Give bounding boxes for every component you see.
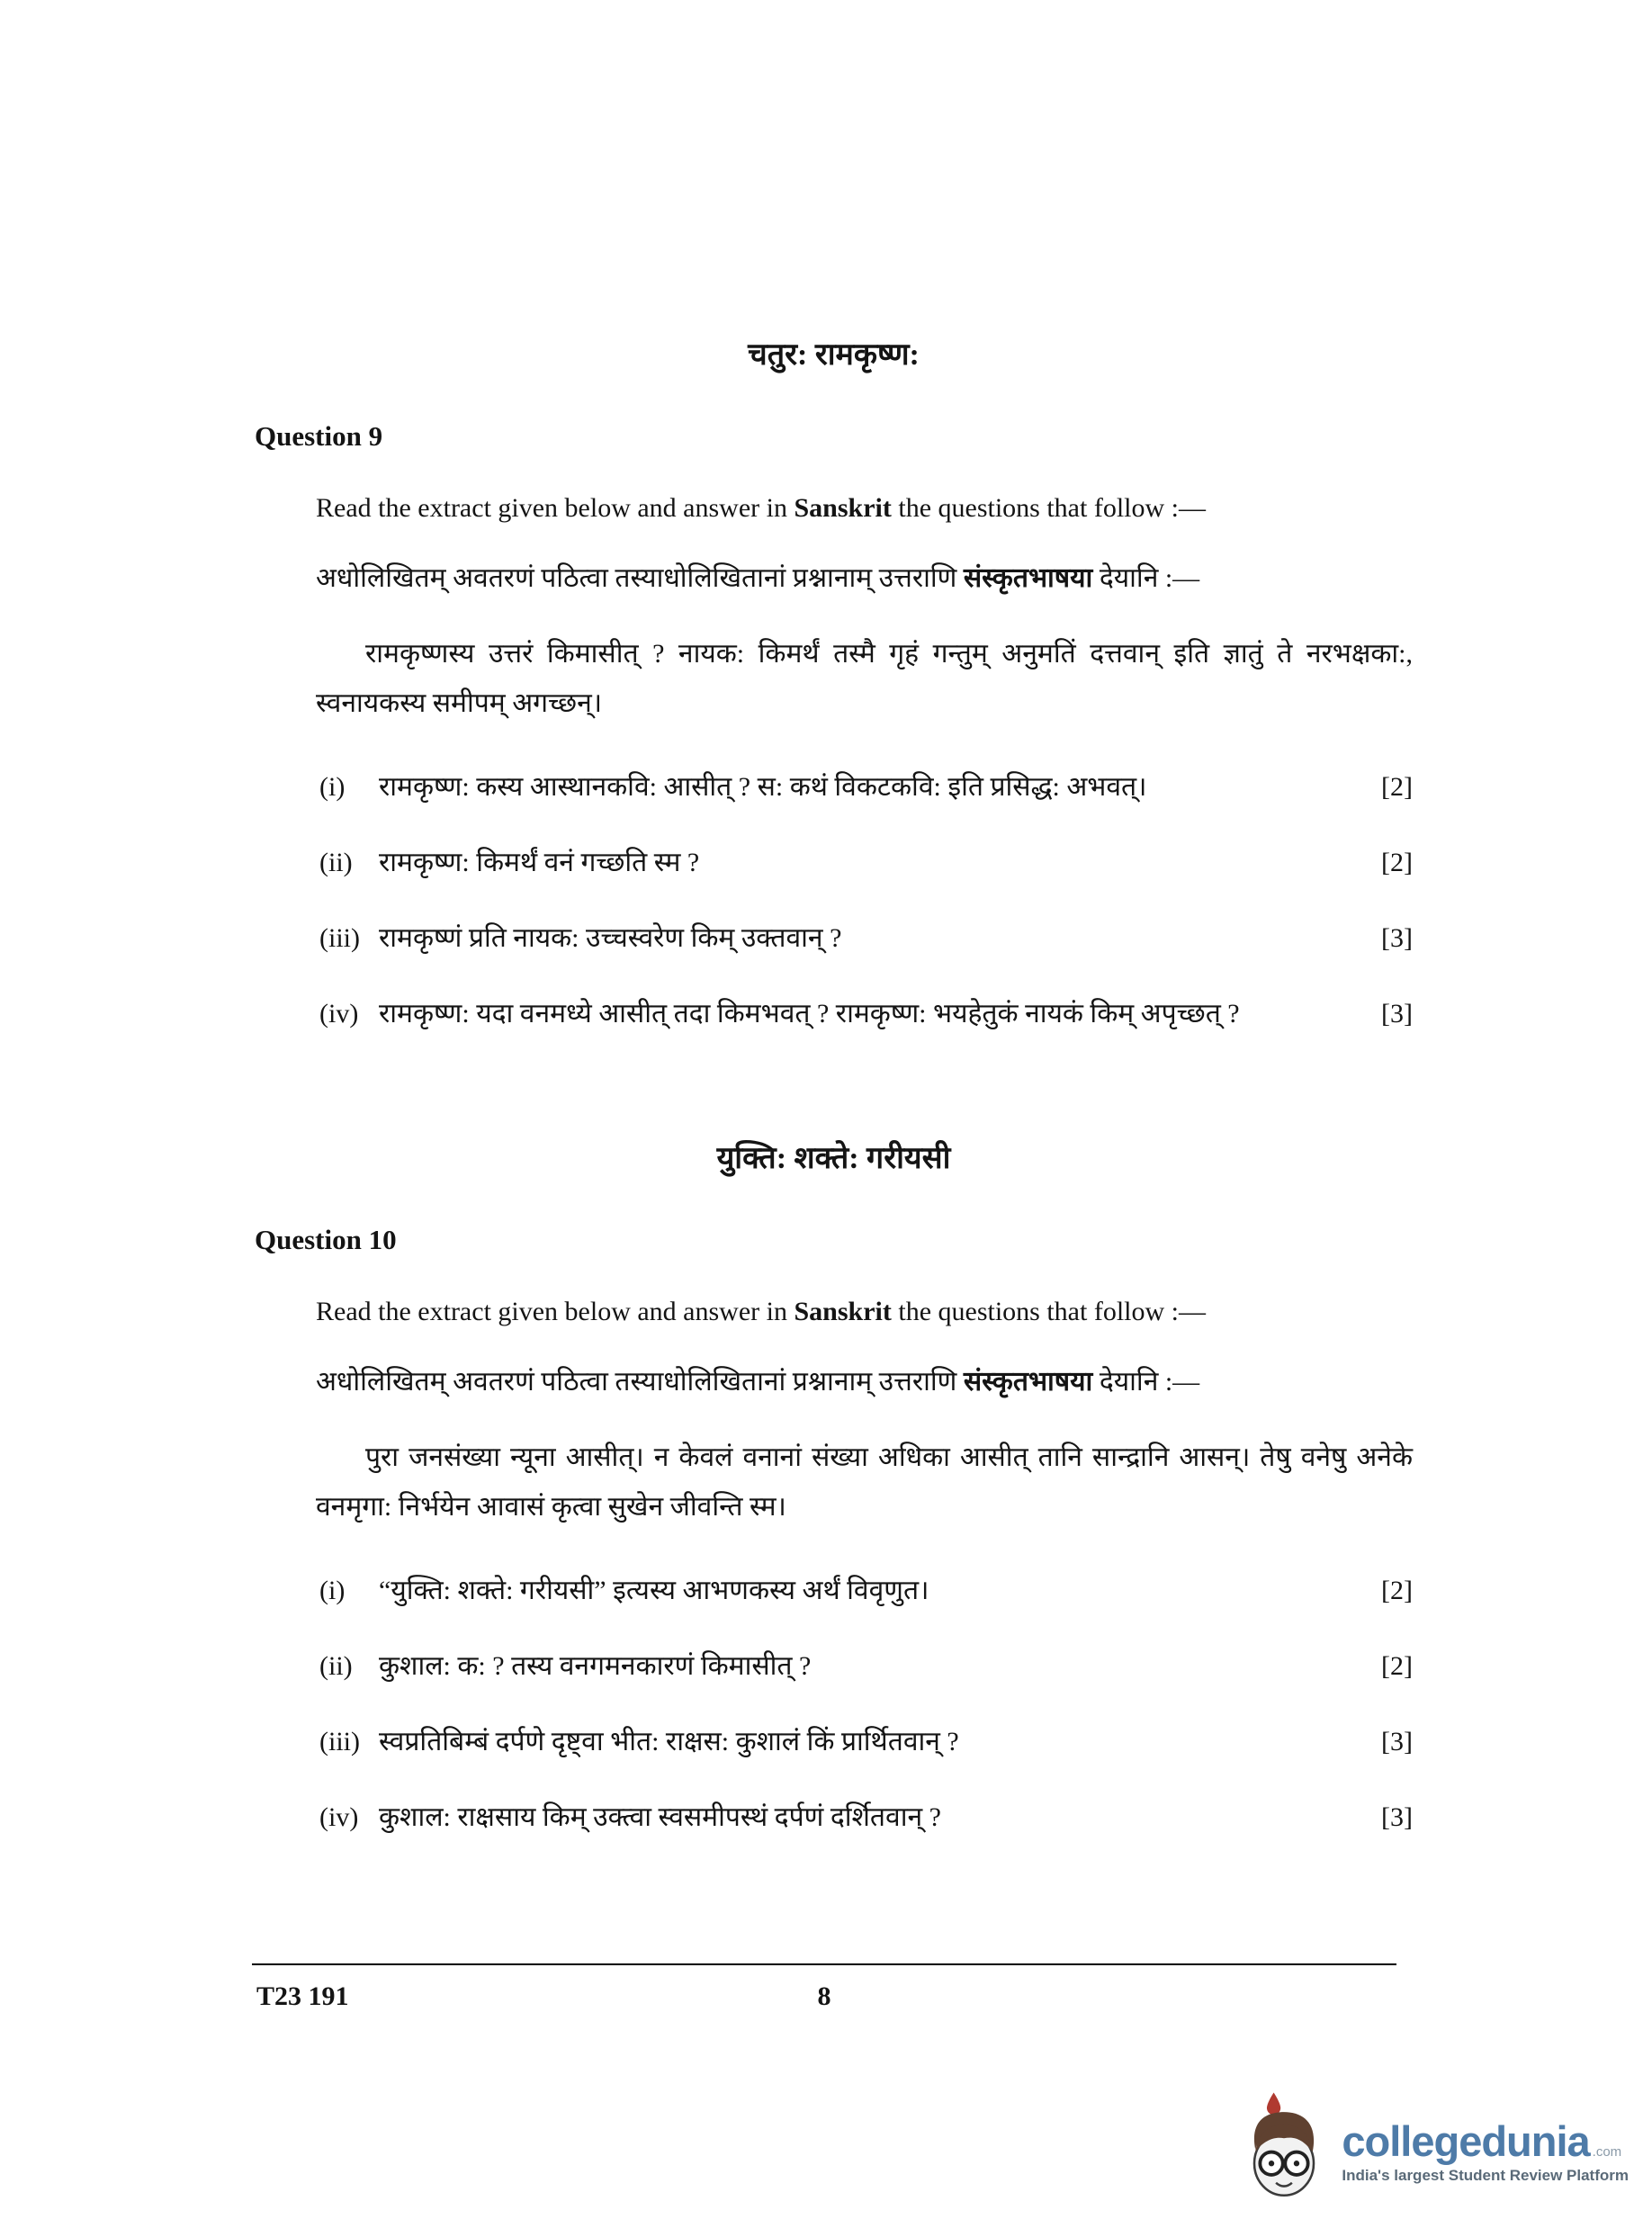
logo-text: [1342, 2119, 1629, 2184]
marks-badge: [3]: [1381, 1802, 1413, 1832]
paper-code: T23 191: [256, 1981, 349, 2011]
question-number: (iv): [319, 1802, 359, 1832]
instruction-english-post: the questions that follow :—: [891, 493, 1206, 523]
brand-row: [1342, 2117, 1629, 2166]
footer-rule: [252, 1963, 1396, 1965]
instruction-sanskrit: [316, 1364, 1413, 1400]
marks-badge: [2]: [1381, 1576, 1413, 1605]
instruction-english-bold: Sanskrit: [794, 493, 892, 523]
question-text: “युक्ति: शक्ते: गरीयसी” इत्यस्य आभणकस्य अर्थं विवृणुत।: [379, 1576, 929, 1605]
question-item: [319, 1573, 1413, 1609]
instruction-sanskrit-post: देयानि :—: [1092, 1367, 1200, 1397]
chapter-heading-yukti-shakte-gariyasi: युक्ति: शक्ते: गरीयसी: [716, 1142, 951, 1175]
question-number: (iii): [319, 923, 360, 953]
instruction-sanskrit-post: देयानि :—: [1092, 563, 1200, 593]
question-number: (ii): [319, 848, 353, 877]
marks-badge: [3]: [1381, 923, 1413, 953]
chapter-heading-chatur-ramakrishna: चतुर: रामकृष्ण:: [748, 338, 920, 372]
question-item: [319, 1800, 1413, 1836]
instruction-english-pre: Read the extract given below and answer in: [316, 493, 795, 523]
instruction-english: [316, 1294, 1413, 1330]
instruction-sanskrit-pre: अधोलिखितम् अवतरणं पठित्वा तस्याधोलिखितानां प्रश्नानाम् उत्तराणि: [316, 563, 964, 593]
page-number: 8: [817, 1981, 831, 2011]
marks-badge: [3]: [1381, 999, 1413, 1029]
brand-name: collegedunia: [1342, 2117, 1590, 2166]
question-number: (ii): [319, 1651, 353, 1681]
extract-paragraph: रामकृष्णस्य उत्तरं किमासीत् ? नायक: किमर्थं तस्मै गृहं गन्तुम् अनुमतिं दत्तवान् इति ज्ञातुं ते नरभक्षका:, स्वनायकस्य समीपम् अगच्छन्।: [316, 639, 1413, 718]
question-text: रामकृष्ण: कस्य आस्थानकवि: आसीत् ? स: कथं विकटकवि: इति प्रसिद्ध: अभवत्।: [379, 772, 1147, 802]
marks-badge: [2]: [1381, 1651, 1413, 1681]
question-item: [319, 996, 1413, 1032]
question-text: कुशाल: राक्षसाय किम् उक्त्वा स्वसमीपस्थं दर्पणं दर्शितवान् ?: [379, 1802, 941, 1832]
question-10-section: [255, 1138, 1413, 1836]
question-item: [319, 769, 1413, 805]
question-text: कुशाल: क: ? तस्य वनगमनकारणं किमासीत् ?: [379, 1651, 812, 1681]
question-list: [255, 769, 1413, 1032]
instruction-sanskrit-bold: संस्कृतभाषया: [963, 563, 1093, 593]
brand-tagline: India's largest Student Review Platform: [1342, 2166, 1629, 2184]
question-10-label: Question 10: [255, 1224, 397, 1255]
instruction-sanskrit: [316, 561, 1413, 597]
question-text: रामकृष्णं प्रति नायक: उच्चस्वरेण किम् उक्तवान् ?: [379, 923, 842, 953]
question-item: [319, 845, 1413, 881]
question-number: (iii): [319, 1727, 360, 1756]
question-number: (i): [319, 1576, 346, 1605]
mascot-icon: [1239, 2090, 1329, 2214]
question-text: स्वप्रतिबिम्बं दर्पणे दृष्ट्वा भीत: राक्षस: कुशालं किं प्रार्थितवान् ?: [379, 1727, 959, 1756]
question-9-section: [255, 335, 1413, 1032]
collegedunia-logo[interactable]: [1239, 2090, 1629, 2214]
instruction-english-post: the questions that follow :—: [891, 1297, 1206, 1326]
question-item: [319, 1649, 1413, 1684]
instruction-sanskrit-bold: संस्कृतभाषया: [963, 1367, 1093, 1397]
question-item: [319, 921, 1413, 957]
page-content: [255, 335, 1413, 1875]
question-number: (i): [319, 772, 346, 802]
question-list: [255, 1573, 1413, 1836]
question-9-label: Question 9: [255, 420, 383, 452]
question-number: (iv): [319, 999, 359, 1029]
question-text: रामकृष्ण: किमर्थं वनं गच्छति स्म ?: [379, 848, 700, 877]
question-text: रामकृष्ण: यदा वनमध्ये आसीत् तदा किमभवत् ? रामकृष्ण: भयहेतुकं नायकं किम् अपृच्छत् ?: [379, 999, 1240, 1029]
marks-badge: [2]: [1381, 848, 1413, 877]
brand-tld: .com: [1592, 2144, 1622, 2161]
instruction-english-bold: Sanskrit: [794, 1297, 892, 1326]
instruction-sanskrit-pre: अधोलिखितम् अवतरणं पठित्वा तस्याधोलिखितानां प्रश्नानाम् उत्तराणि: [316, 1367, 964, 1397]
instruction-english: [316, 490, 1413, 526]
extract-paragraph: पुरा जनसंख्या न्यूना आसीत्। न केवलं वनानां संख्या अधिका आसीत् तानि सान्द्रानि आसन्। तेषु वनेषु अनेके वनमृगा: निर्भयेन आवासं कृत्वा सुखेन जीवन्ति स्म।: [316, 1442, 1413, 1522]
instruction-english-pre: Read the extract given below and answer in: [316, 1297, 795, 1326]
question-item: [319, 1724, 1413, 1760]
marks-badge: [2]: [1381, 772, 1413, 802]
marks-badge: [3]: [1381, 1727, 1413, 1756]
